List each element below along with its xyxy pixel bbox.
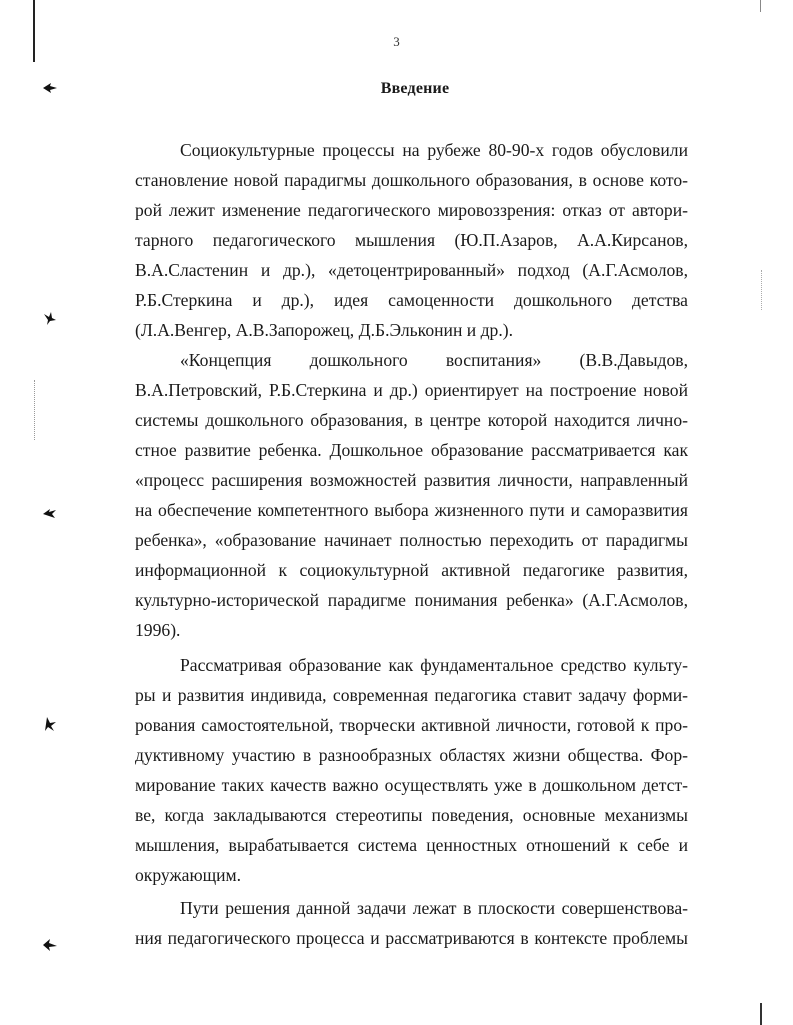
- text-line: Социокультурные процессы на рубеже 80-90-х годов обусловили: [180, 140, 688, 160]
- text-line: на обеспечение компетентного выбора жизненного пути и саморазвития: [135, 500, 688, 520]
- text-line: ры и развития индивида, современная педагогика ставит задачу форми-: [135, 685, 688, 705]
- text-line: рования самостоятельной, творчески активной личности, готовой к про-: [135, 715, 688, 735]
- page-number: 3: [393, 34, 400, 49]
- text-line: стное развитие ребенка. Дошкольное образование рассматривается как: [135, 440, 688, 460]
- text-line: Рассматривая образование как фундаментальное средство культу-: [180, 655, 688, 675]
- scan-edge-mark: [760, 1003, 762, 1025]
- text-line: становление новой парадигмы дошкольного образования, в основе кото-: [135, 170, 688, 190]
- text-line: мышления, вырабатывается система ценностных отношений к себе и: [135, 835, 688, 855]
- text-line: окружающим.: [135, 865, 242, 885]
- text-line: 1996).: [135, 620, 181, 640]
- binder-hole-icon: [42, 505, 58, 521]
- binder-hole-icon: [42, 310, 58, 326]
- binder-hole-icon: [42, 716, 58, 732]
- text-line: тарного педагогического мышления (Ю.П.Азаров, А.А.Кирсанов,: [135, 230, 688, 250]
- binder-hole-icon: [42, 937, 58, 953]
- text-line: В.А.Сластенин и др.), «детоцентрированный» подход (А.Г.Асмолов,: [135, 260, 688, 280]
- scan-edge-mark: [760, 0, 761, 12]
- scan-edge-dots: [761, 270, 763, 310]
- text-line: ве, когда закладываются стереотипы поведения, основные механизмы: [135, 805, 688, 825]
- text-line: ния педагогического процесса и рассматриваются в контексте проблемы: [135, 928, 688, 948]
- text-line: Р.Б.Стеркина и др.), идея самоценности дошкольного детства: [135, 290, 688, 310]
- text-line: мирование таких качеств важно осуществлять уже в дошкольном детст-: [135, 775, 688, 795]
- text-line: Пути решения данной задачи лежат в плоскости совершенствова-: [180, 898, 688, 918]
- text-line: культурно-исторической парадигме понимания ребенка» (А.Г.Асмолов,: [135, 590, 688, 610]
- text-line: (Л.А.Венгер, А.В.Запорожец, Д.Б.Эльконин и др.).: [135, 320, 513, 340]
- page-title: Введение: [380, 80, 450, 97]
- text-line: рой лежит изменение педагогического мировоззрения: отказ от автори-: [135, 200, 688, 220]
- text-line: информационной к социокультурной активной педагогике развития,: [135, 560, 688, 580]
- text-line: дуктивному участию в разнообразных областях жизни общества. Фор-: [135, 745, 688, 765]
- scan-edge-mark: [33, 0, 35, 62]
- text-line: В.А.Петровский, Р.Б.Стеркина и др.) ориентирует на построение новой: [135, 380, 688, 400]
- text-line: «процесс расширения возможностей развития личности, направленный: [135, 470, 688, 490]
- scan-edge-dots: [34, 380, 36, 440]
- text-line: системы дошкольного образования, в центре которой находится лично-: [135, 410, 688, 430]
- text-line: «Концепция дошкольного воспитания» (В.В.Давыдов,: [180, 350, 688, 370]
- text-line: ребенка», «образование начинает полностью переходить от парадигмы: [135, 530, 688, 550]
